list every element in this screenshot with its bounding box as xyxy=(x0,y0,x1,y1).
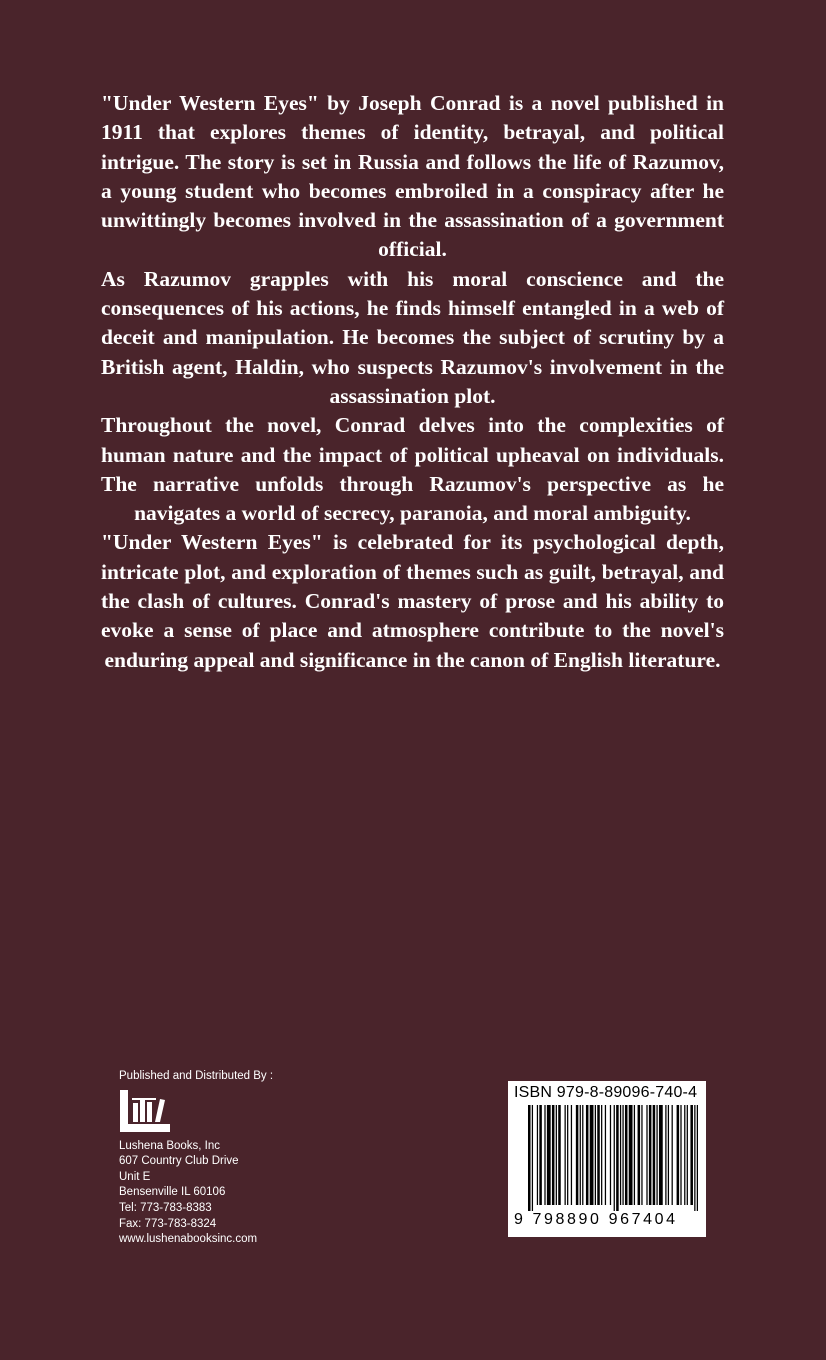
barcode-bar xyxy=(537,1105,538,1205)
barcode-bar xyxy=(649,1105,652,1205)
barcode-bar xyxy=(672,1105,673,1205)
barcode-bar xyxy=(552,1105,555,1205)
barcode-bar xyxy=(595,1105,596,1205)
publisher-tel: Tel: 773-783-8383 xyxy=(119,1201,212,1214)
book-description xyxy=(101,89,724,675)
barcode-bar xyxy=(684,1105,685,1205)
barcode-bar xyxy=(610,1105,611,1205)
isbn-label: ISBN 979-8-89096-740-4 xyxy=(514,1084,698,1101)
barcode-bar xyxy=(634,1105,635,1205)
publisher-info xyxy=(119,1069,339,1248)
barcode-bar xyxy=(694,1105,695,1211)
lushena-books-logo-icon xyxy=(119,1089,173,1133)
isbn-barcode xyxy=(508,1081,706,1237)
barcode-bar xyxy=(565,1105,566,1205)
publisher-name: Lushena Books, Inc xyxy=(119,1139,221,1152)
barcode-bar xyxy=(597,1105,600,1205)
barcode-bar xyxy=(582,1105,583,1205)
barcode-digits: 9 798890 967404 xyxy=(514,1211,678,1228)
barcode-bar xyxy=(653,1105,656,1205)
barcode-bar xyxy=(616,1105,619,1211)
barcode-bar xyxy=(605,1105,606,1205)
barcode-bar xyxy=(586,1105,589,1205)
barcode-bar xyxy=(677,1105,680,1205)
description-paragraph-1: "Under Western Eyes" by Joseph Conrad is a novel published in 1911 that explores themes of identity, betrayal, and political intrigue. The story is set in Russia and follows the life of Razumov, a young student who becomes embroiled in a conspiracy after he unwittingly becomes involved in the assassination of a government official. xyxy=(101,91,724,262)
publisher-address-line1: 607 Country Club Drive xyxy=(119,1155,239,1168)
barcode-bar xyxy=(687,1105,688,1205)
barcode-bar xyxy=(601,1105,602,1205)
barcode-bar xyxy=(656,1105,657,1205)
barcode-bar xyxy=(528,1105,531,1211)
barcode-bar xyxy=(547,1105,551,1205)
barcode-bar xyxy=(622,1105,623,1205)
barcode-bar xyxy=(556,1105,557,1205)
barcode-bar xyxy=(690,1105,693,1205)
barcode-bar xyxy=(567,1105,568,1205)
barcode-bar xyxy=(665,1105,666,1205)
barcode-bar xyxy=(614,1105,615,1211)
publisher-website: www.lushenabooksinc.com xyxy=(119,1233,258,1246)
barcode-bar xyxy=(532,1105,533,1211)
barcode-bar xyxy=(558,1105,561,1205)
publisher-address-line2: Unit E xyxy=(119,1170,151,1183)
barcode-bar xyxy=(590,1105,594,1205)
barcode-bar xyxy=(539,1105,542,1205)
barcode-bar xyxy=(697,1105,698,1211)
barcode-bar xyxy=(544,1105,545,1205)
barcode-bar xyxy=(680,1105,681,1205)
publisher-heading: Published and Distributed By : xyxy=(119,1070,274,1082)
barcode-bar xyxy=(641,1105,642,1205)
barcode-bar xyxy=(659,1105,663,1205)
barcode-bar xyxy=(576,1105,579,1205)
description-paragraph-4: "Under Western Eyes" is celebrated for its psychological depth, intricate plot, and exploration of themes such as guilt, betrayal, and the clash of cultures. Conrad's mastery of prose and his ability to evoke a sense of place and atmosphere contribute to the novel's enduring appeal and significance in the canon of English literature. xyxy=(101,530,724,672)
barcode-bar xyxy=(668,1105,669,1205)
publisher-city-state-zip: Bensenville IL 60106 xyxy=(119,1186,226,1199)
barcode-bar xyxy=(625,1105,628,1205)
barcode-bar xyxy=(629,1105,633,1205)
barcode-bar xyxy=(646,1105,647,1205)
barcode-bar xyxy=(638,1105,641,1205)
barcode-bar xyxy=(571,1105,572,1205)
barcode-bar xyxy=(580,1105,581,1205)
description-paragraph-3: Throughout the novel, Conrad delves into the complexities of human nature and the impact of political upheaval on individuals. The narrative unfolds through Razumov's perspective as he navigates a world of secrecy, paranoia, and moral ambiguity. xyxy=(101,413,724,526)
description-paragraph-2: As Razumov grapples with his moral conscience and the consequences of his actions, he finds himself entangled in a web of deceit and manipulation. He becomes the subject of scrutiny by a British agent, Haldin, who suspects Razumov's involvement in the assassination plot. xyxy=(101,266,724,408)
barcode-bars xyxy=(528,1105,698,1211)
barcode-bar xyxy=(620,1105,621,1205)
publisher-fax: Fax: 773-783-8324 xyxy=(119,1217,217,1230)
